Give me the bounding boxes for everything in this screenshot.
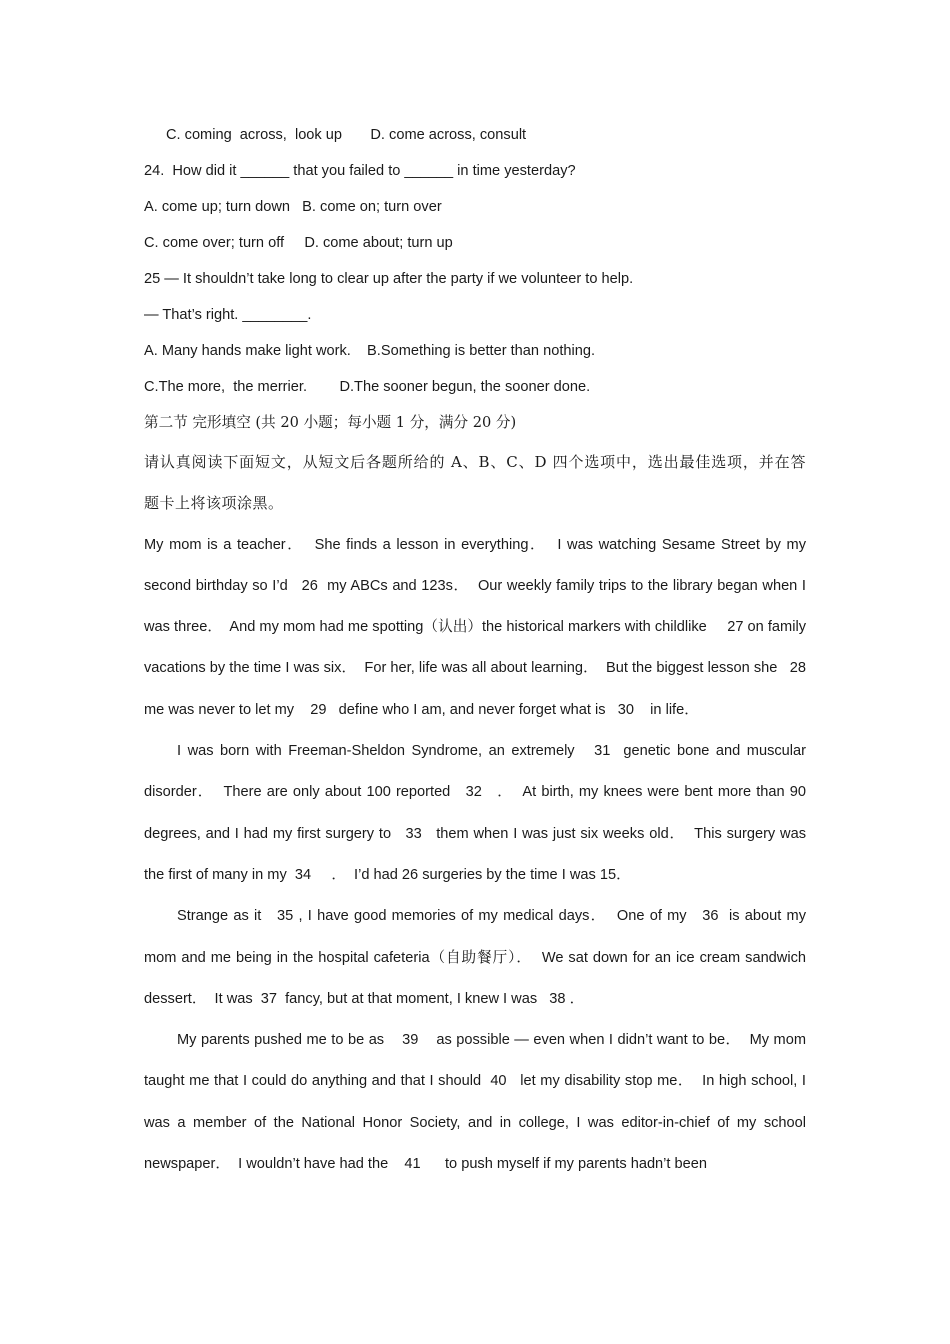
question-25-options-cd: C.The more, the merrier. D.The sooner begun, the sooner done. bbox=[144, 379, 591, 395]
passage-paragraph-1: My mom is a teacher． She finds a lesson in everything． I was watching Sesame Street by my second birthday so I’d 26 my ABCs and 123s． Our weekly family trips to the library began when I was three． And my mom had me spotting（认出）the historical markers with childlike 27 on family vacations by the time I was six． For her, life was all about learning． But the biggest lesson she 28 me was never to let my 29 define who I am, and never forget what is 30 in life． bbox=[144, 536, 815, 718]
passage-paragraph-2: I was born with Freeman-Sheldon Syndrome, an extremely 31 genetic bone and muscular disorder． There are only about 100 reported 32 ． At birth, my knees were bent more than 90 degrees, and I had my first surgery to 33 them when I was just six weeks old． This surgery was the first of many in my 34 ． I’d had 26 surgeries by the time I was 15． bbox=[144, 743, 811, 883]
passage-paragraph-4: My parents pushed me to be as 39 as possible — even when I didn’t want to be． My mom taught me that I could do anything and that I should 40 let my disability stop me． In high school, I was a member of the National Honor Society, and in college, I was editor-in-chief of my school newspaper． I wouldn’t have had the 41 to push myself if my parents hadn’t been bbox=[144, 1032, 811, 1173]
question-24-options-cd: C. come over; turn off D. come about; turn up bbox=[144, 235, 453, 251]
option-line-cd: C. coming across, look up D. come across, consult bbox=[166, 127, 527, 143]
section-instruction: 请认真阅读下面短文，从短文后各题所给的 A、B、C、D 四个选项中，选出最佳选项，并在答题卡上将该项涂黑。 bbox=[144, 453, 806, 513]
question-24: 24. How did it ______ that you failed to ______ in time yesterday? bbox=[144, 163, 576, 179]
section-heading: 第二节 完形填空 (共 20 小题；每小题 1 分，满分 20 分) bbox=[144, 414, 517, 431]
question-25-options-ab: A. Many hands make light work. B.Something is better than nothing. bbox=[144, 343, 596, 359]
exam-page bbox=[144, 124, 815, 1185]
passage-paragraph-3: Strange as it 35 , I have good memories of my medical days． One of my 36 is about my mom and me being in the hospital cafeteria（自助餐厅）． We sat down for an ice cream sandwich dessert． It was 37 fancy, but at that moment, I knew I was 38 ． bbox=[144, 908, 811, 1007]
question-25-reply: — That’s right. ________. bbox=[144, 307, 312, 323]
question-25: 25 — It shouldn’t take long to clear up after the party if we volunteer to help. bbox=[144, 271, 634, 287]
question-24-options-ab: A. come up; turn down B. come on; turn over bbox=[144, 199, 442, 215]
